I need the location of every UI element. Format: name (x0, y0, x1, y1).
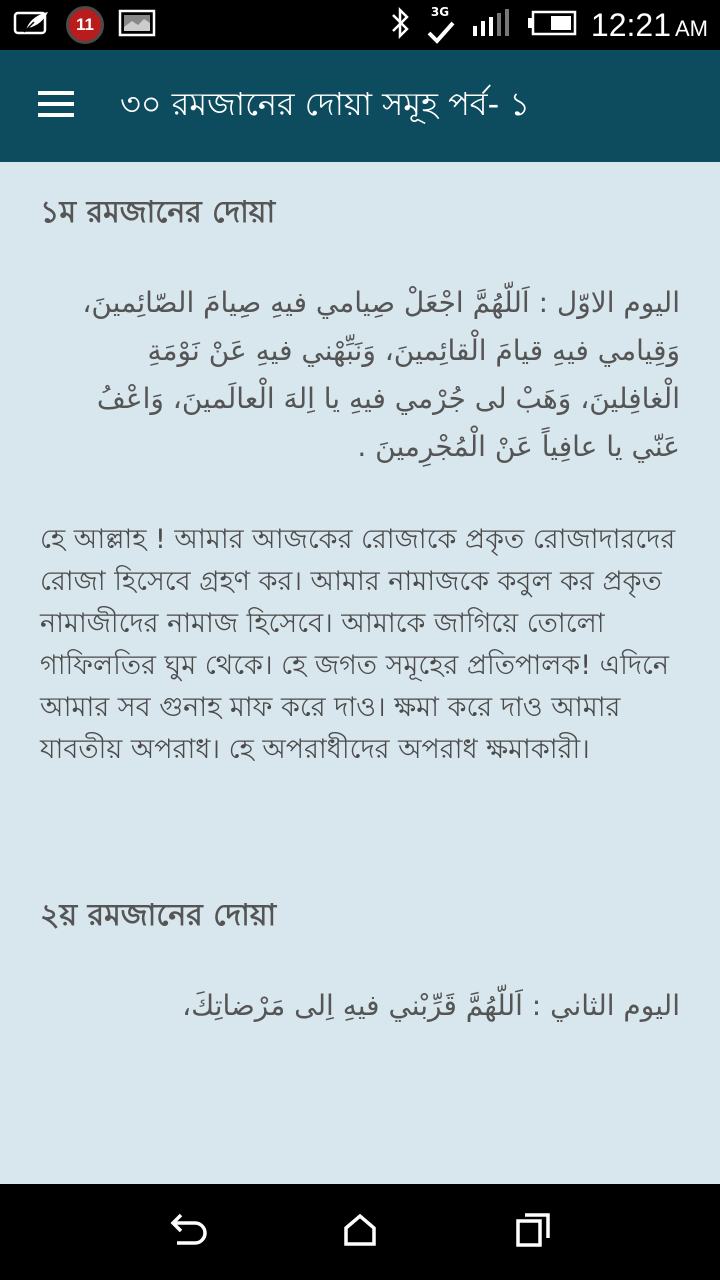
clock (591, 7, 708, 44)
arabic-dua-text: اليوم الاوّل : اَللّهُمَّ اجْعَلْ صِيامي فيهِ صِيامَ الصّائِمينَ، وَقِيامي فيهِ قيامَ الْقائِمينَ، وَنَبِّهْني فيهِ عَنْ نَوْمَةِ الْغافِلينَ، وَهَبْ لى جُرْمي فيهِ يا اِلهَ الْعالَمينَ، وَاعْفُ عَنّي يا عافِياً عَنْ الْمُجْرِمينَ . (82, 286, 680, 463)
bluetooth-icon (389, 6, 411, 44)
dua-section-day-2 (40, 891, 680, 1030)
status-right (389, 3, 708, 47)
status-bar (0, 0, 720, 50)
menu-button[interactable] (0, 50, 112, 162)
status-left (12, 6, 156, 44)
section-heading: ২য় রমজানের দোয়া (40, 898, 277, 933)
menu-icon (36, 89, 76, 123)
clock-time: 12:21 (590, 6, 671, 43)
recents-button[interactable] (493, 1192, 573, 1272)
system-nav-bar (0, 1184, 720, 1280)
page-title: ৩০ রমজানের দোয়া সমূহ পর্ব- ১ (120, 85, 531, 123)
back-icon (167, 1213, 207, 1251)
network-type-label: 3G (430, 5, 450, 19)
network-3g-icon (425, 3, 457, 47)
notification-count-badge: 11 (66, 6, 104, 44)
signal-strength-icon (471, 8, 513, 42)
arabic-dua-text: اليوم الثاني : اَللّهُمَّ قَرِّبْني فيهِ اِلى مَرْضاتِكَ، (182, 989, 680, 1022)
home-icon (343, 1213, 377, 1251)
app-bar (0, 50, 720, 162)
feather-notification-icon (12, 8, 52, 42)
bangla-translation-text: হে আল্লাহ ! আমার আজকের রোজাকে প্রকৃত রোজাদারদের রোজা হিসেবে গ্রহণ কর। আমার নামাজকে কবুল কর প্রকৃত নামাজীদের নামাজ হিসেবে। আমাকে জাগিয়ে তোলো গাফিলতির ঘুম থেকে। হে জগত সমূহের প্রতিপালক! এদিনে আমার সব গুনাহ মাফ করে দাও। ক্ষমা করে দাও আমার যাবতীয় অপরাধ। হে অপরাধীদের অপরাধ ক্ষমাকারী। (40, 524, 676, 765)
content-scroll-area[interactable] (0, 162, 720, 1184)
dua-section-day-1 (40, 188, 680, 771)
home-button[interactable] (320, 1192, 400, 1272)
back-button[interactable] (147, 1192, 227, 1272)
clock-ampm: AM (675, 15, 708, 41)
battery-icon (527, 9, 577, 41)
image-notification-icon (118, 9, 156, 41)
recents-icon (515, 1212, 551, 1252)
section-heading: ১ম রমজানের দোয়া (40, 195, 276, 230)
